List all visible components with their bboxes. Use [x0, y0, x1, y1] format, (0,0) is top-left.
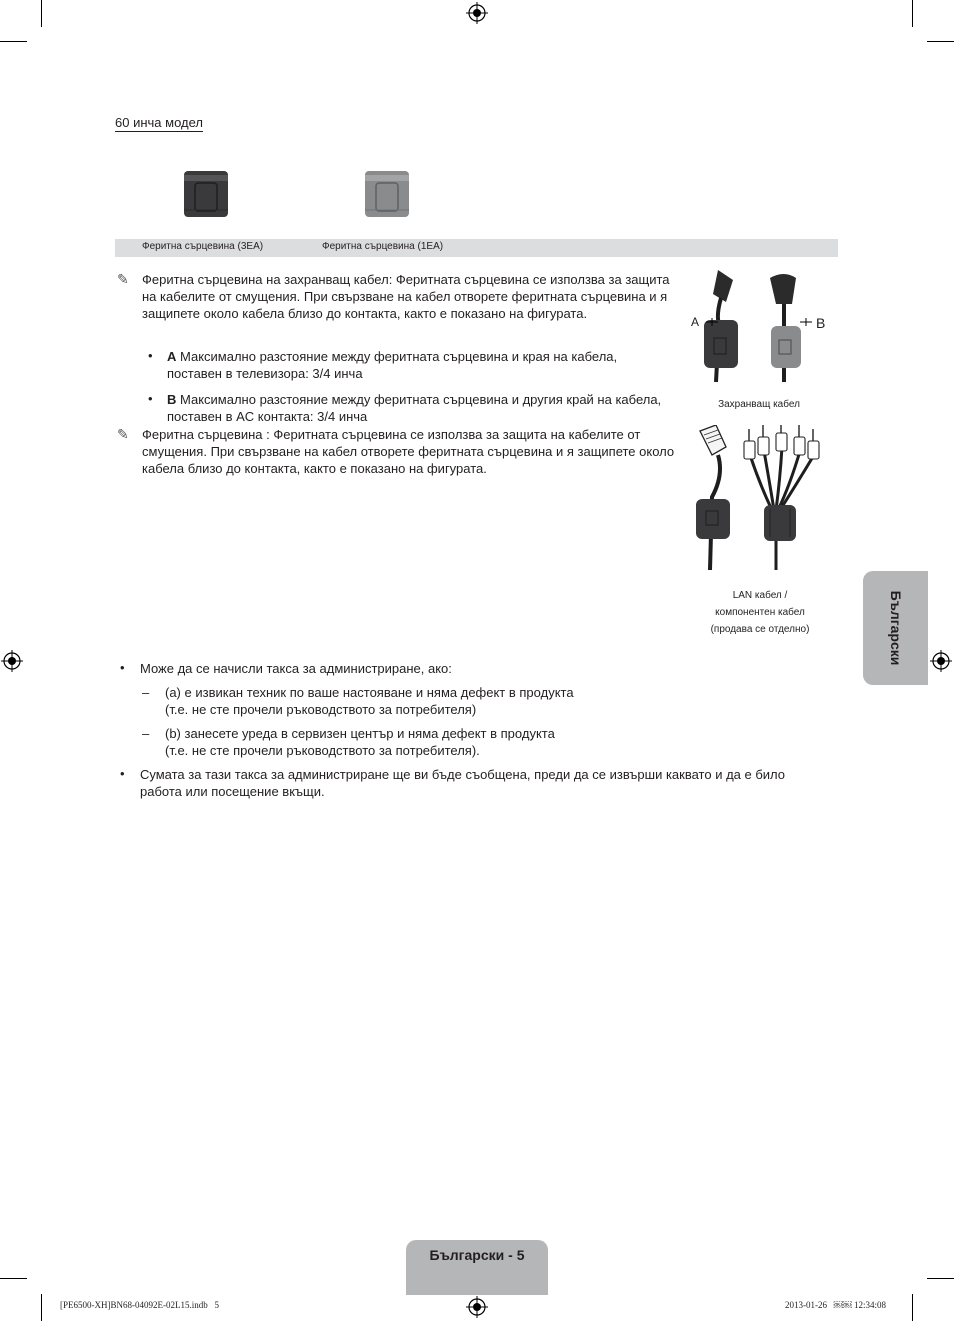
- power-cable-caption: Захранващ кабел: [718, 399, 800, 410]
- bullet-icon: •: [148, 391, 153, 406]
- figure-label-b: B: [816, 315, 826, 331]
- footer-timestamp: 2013-01-26 ￼￼ 12:34:08: [785, 1300, 886, 1310]
- crop-mark: [41, 0, 42, 27]
- lan-component-cable-figure: [690, 425, 830, 573]
- dash-icon: –: [142, 726, 150, 741]
- fee-sub-b: [165, 725, 815, 759]
- footer-file-info: [PE6500-XH]BN68-04092E-02L15.indb 5: [60, 1300, 219, 1310]
- fee-sub-a-line-1: (a) е извикан техник по ваше настояване и няма дефект в продукта: [165, 685, 574, 700]
- ferrite-label-3ea: Феритна сърцевина (3EA): [142, 241, 264, 252]
- registration-mark-icon: [1, 650, 23, 672]
- crop-mark: [927, 1278, 954, 1279]
- registration-mark-icon: [466, 2, 488, 24]
- bullet-icon: •: [120, 660, 125, 675]
- fee-sub-b-line-1: (b) занесете уреда в сервизен център и няма дефект в продукта: [165, 726, 555, 741]
- bullet-a: [167, 348, 667, 382]
- fee-sub-b-line-2: (т.е. не сте прочели ръководството за потребителя).: [165, 743, 480, 758]
- note-pencil-icon: ✎: [117, 271, 129, 287]
- language-side-tab-label: Български: [887, 590, 904, 666]
- bullet-a-text: Максимално разстояние между феритната сърцевина и края на кабела, поставен в телевизора: 3/4 инча: [167, 349, 618, 381]
- crop-mark: [0, 1278, 27, 1279]
- page-number-label: Български - 5: [429, 1247, 525, 1263]
- lan-cable-caption: [690, 587, 830, 638]
- crop-mark: [927, 41, 954, 42]
- ferrite-label-bar: [115, 239, 838, 257]
- registration-mark-icon: [930, 650, 952, 672]
- note-power-cable: Феритна сърцевина на захранващ кабел: Феритната сърцевина се използва за защита на кабелите от смущения. При свързване на кабел отворете феритната сърцевина и я защипете около кабела близо до контакта, както е показано на фигурата.: [142, 272, 670, 321]
- bullet-b: [167, 391, 667, 425]
- fee-bullet-1: Може да се начисли такса за администриране, ако:: [140, 661, 452, 676]
- ferrite-label-1ea: Феритна сърцевина (1EA): [322, 241, 444, 252]
- dash-icon: –: [142, 685, 150, 700]
- ferrite-core-light-icon: [364, 170, 410, 218]
- bullet-b-text: Максимално разстояние между феритната сърцевина и другия край на кабела, поставен в AC контакта: 3/4 инча: [167, 392, 662, 424]
- note-ferrite-general: Феритна сърцевина : Феритната сърцевина се използва за защита на кабелите от смущения. При свързване на кабел отворете феритната сърцевина и я защипете около кабела близо до контакта, както е показано на фигурата.: [142, 427, 675, 476]
- fee-bullet-2: Сумата за тази такса за администриране ще ви бъде съобщена, преди да се извърши каквато и да е било работа или посещение вкъщи.: [140, 767, 786, 799]
- bullet-a-key: A: [167, 349, 177, 364]
- fee-sub-a: [165, 684, 815, 718]
- fee-sub-a-line-2: (т.е. не сте прочели ръководството за потребителя): [165, 702, 477, 717]
- crop-mark: [912, 1294, 913, 1321]
- crop-mark: [0, 41, 27, 42]
- note-pencil-icon: ✎: [117, 426, 129, 442]
- lan-caption-line-3: (продава се отделно): [710, 624, 810, 635]
- bullet-b-key: B: [167, 392, 177, 407]
- language-side-tab: [863, 571, 928, 685]
- crop-mark: [912, 0, 913, 27]
- section-title: 60 инча модел: [115, 115, 203, 130]
- lan-caption-line-1: LAN кабел /: [732, 590, 788, 601]
- ferrite-core-dark-icon: [183, 170, 229, 218]
- registration-mark-icon: [466, 1296, 488, 1318]
- bullet-icon: •: [148, 348, 153, 363]
- crop-mark: [41, 1294, 42, 1321]
- bullet-icon: •: [120, 766, 125, 781]
- figure-label-a: A: [691, 315, 700, 329]
- lan-caption-line-2: компонентен кабел: [715, 607, 805, 618]
- page-number-tab: [406, 1240, 548, 1295]
